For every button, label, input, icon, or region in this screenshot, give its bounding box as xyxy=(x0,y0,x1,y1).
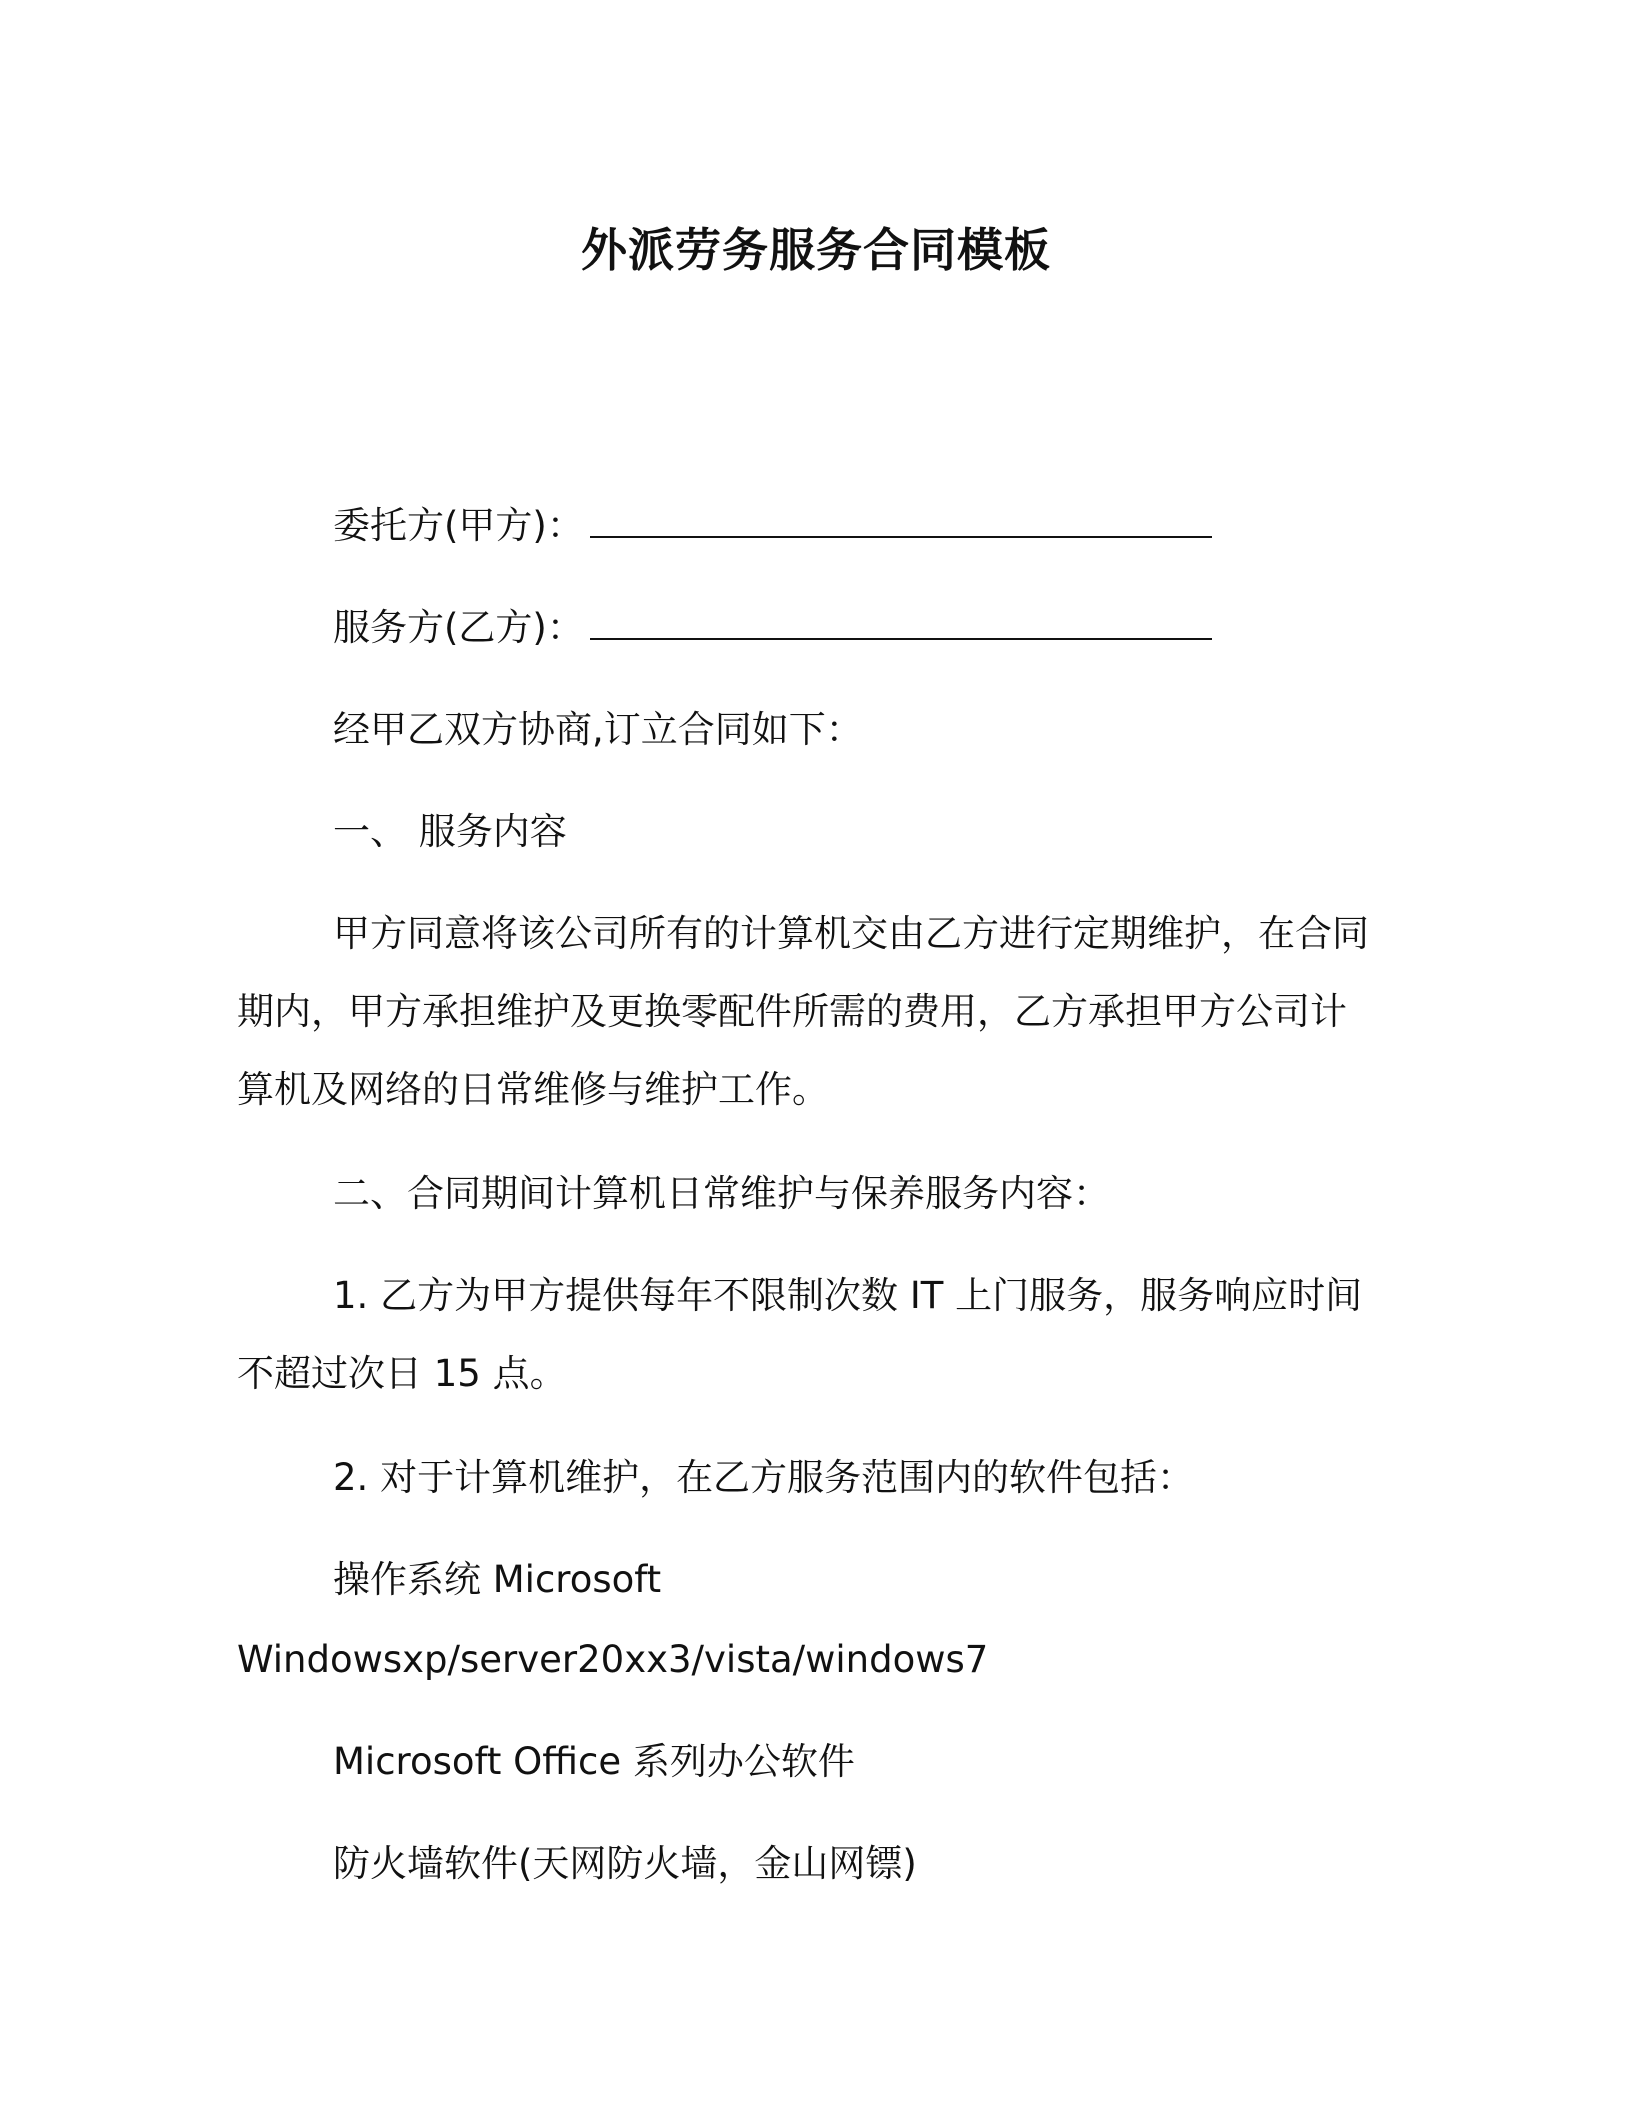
party-b-label: 服务方(乙方)： xyxy=(333,606,584,649)
document-title: 外派劳务服务合同模板 xyxy=(581,223,1051,277)
software-office-line: Microsoft Office 系列办公软件 xyxy=(333,1740,855,1783)
item1-line: 不超过次日 15 点。 xyxy=(237,1352,567,1395)
section1-para-line: 甲方同意将该公司所有的计算机交由乙方进行定期维护，在合同 xyxy=(333,912,1369,955)
section1-para-line: 期内，甲方承担维护及更换零配件所需的费用，乙方承担甲方公司计 xyxy=(237,990,1347,1033)
section2-heading: 二、合同期间计算机日常维护与保养服务内容： xyxy=(333,1172,1110,1215)
item2-line: 2. 对于计算机维护，在乙方服务范围内的软件包括： xyxy=(333,1456,1195,1499)
section1-para-line: 算机及网络的日常维修与维护工作。 xyxy=(237,1068,829,1111)
software-os-line: 操作系统 Microsoft xyxy=(333,1558,662,1601)
party-a-line xyxy=(333,502,1212,550)
item1-line: 1. 乙方为甲方提供每年不限制次数 IT 上门服务，服务响应时间 xyxy=(333,1274,1363,1317)
party-a-blank xyxy=(590,506,1212,538)
party-b-line xyxy=(333,604,1212,652)
software-os-line: Windowsxp/server20xx3/vista/windows7 xyxy=(237,1638,989,1681)
intro-text: 经甲乙双方协商,订立合同如下： xyxy=(333,708,863,751)
section1-heading: 一、 服务内容 xyxy=(333,810,567,853)
software-firewall-line: 防火墙软件(天网防火墙，金山网镖) xyxy=(333,1842,917,1885)
party-a-label: 委托方(甲方)： xyxy=(333,504,584,547)
party-b-blank xyxy=(590,608,1212,640)
